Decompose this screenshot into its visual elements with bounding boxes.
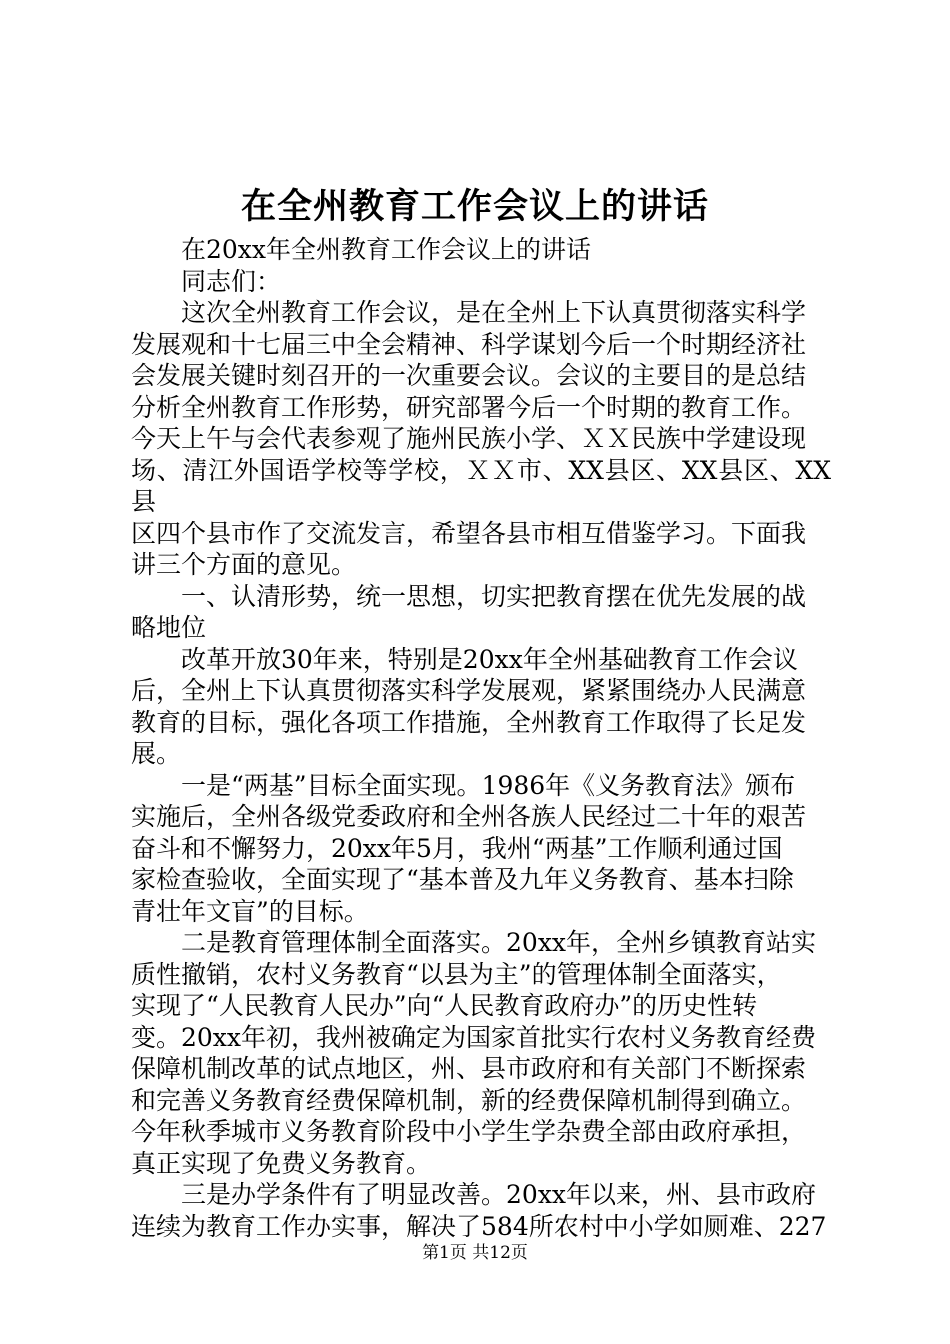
page-title: 在全州教育工作会议上的讲话 [240, 186, 709, 227]
salutation: 同志们： [181, 266, 282, 296]
paragraph-point-1: 一是“两基”目标全面实现。1986年《义务教育法》颁布 实施后，全州各级党委政府和全州各族人民经过二十年的艰苦 奋斗和不懈努力，20xx年5月，我州“两基”工作顺利通过国 家检查验收，全面实现了“基本普及九年义务教育、基本扫除 青壮年文盲”的目标。 [131, 770, 807, 926]
paragraph-achievements: 改革开放30年来，特别是20xx年全州基础教育工作会议 后，全州上下认真贯彻落实科学发展观，紧紧围绕办人民满意 教育的目标，强化各项工作措施，全州教育工作取得了长足发 展。 [131, 644, 807, 768]
paragraph-point-3: 三是办学条件有了明显改善。20xx年以来，州、县市政府 连续为教育工作办实事，解决了584所农村中小学如厕难、227 [131, 1180, 827, 1241]
section-heading-1: 一、认清形势，统一思想，切实把教育摆在优先发展的战 略地位 [131, 581, 807, 642]
page-number-footer: 第1页 共12页 [422, 1243, 528, 1263]
subtitle-line: 在20xx年全州教育工作会议上的讲话 [181, 235, 592, 264]
paragraph-point-2: 二是教育管理体制全面落实。20xx年，全州乡镇教育站实 质性撤销，农村义务教育“以县为主”的管理体制全面落实， 实现了“人民教育人民办”向“人民教育政府办”的历史性转 变。20xx年初，我州被确定为国家首批实行农村义务教育经费 保障机制改革的试点地区，州、县市政府和有关部门不断探索 和完善义务教育经费保障机制，新的经费保障机制得到确立。 今年秋季城市义务教育阶段中小学生学杂费全部由政府承担， 真正实现了免费义务教育。 [131, 928, 817, 1178]
document-body [131, 234, 831, 1242]
paragraph-intro: 这次全州教育工作会议，是在全州上下认真贯彻落实科学 发展观和十七届三中全会精神、科学谋划今后一个时期经济社 会发展关键时刻召开的一次重要会议。会议的主要目的是总结 分析全州教育工作形势，研究部署今后一个时期的教育工作。 今天上午与会代表参观了施州民族小学、ＸＸ民族中学建设现 场、清江外国语学校等学校，ＸＸ市、XX县区、XX县区、XX县 区四个县市作了交流发言，希望各县市相互借鉴学习。下面我 讲三个方面的意见。 [131, 298, 831, 579]
